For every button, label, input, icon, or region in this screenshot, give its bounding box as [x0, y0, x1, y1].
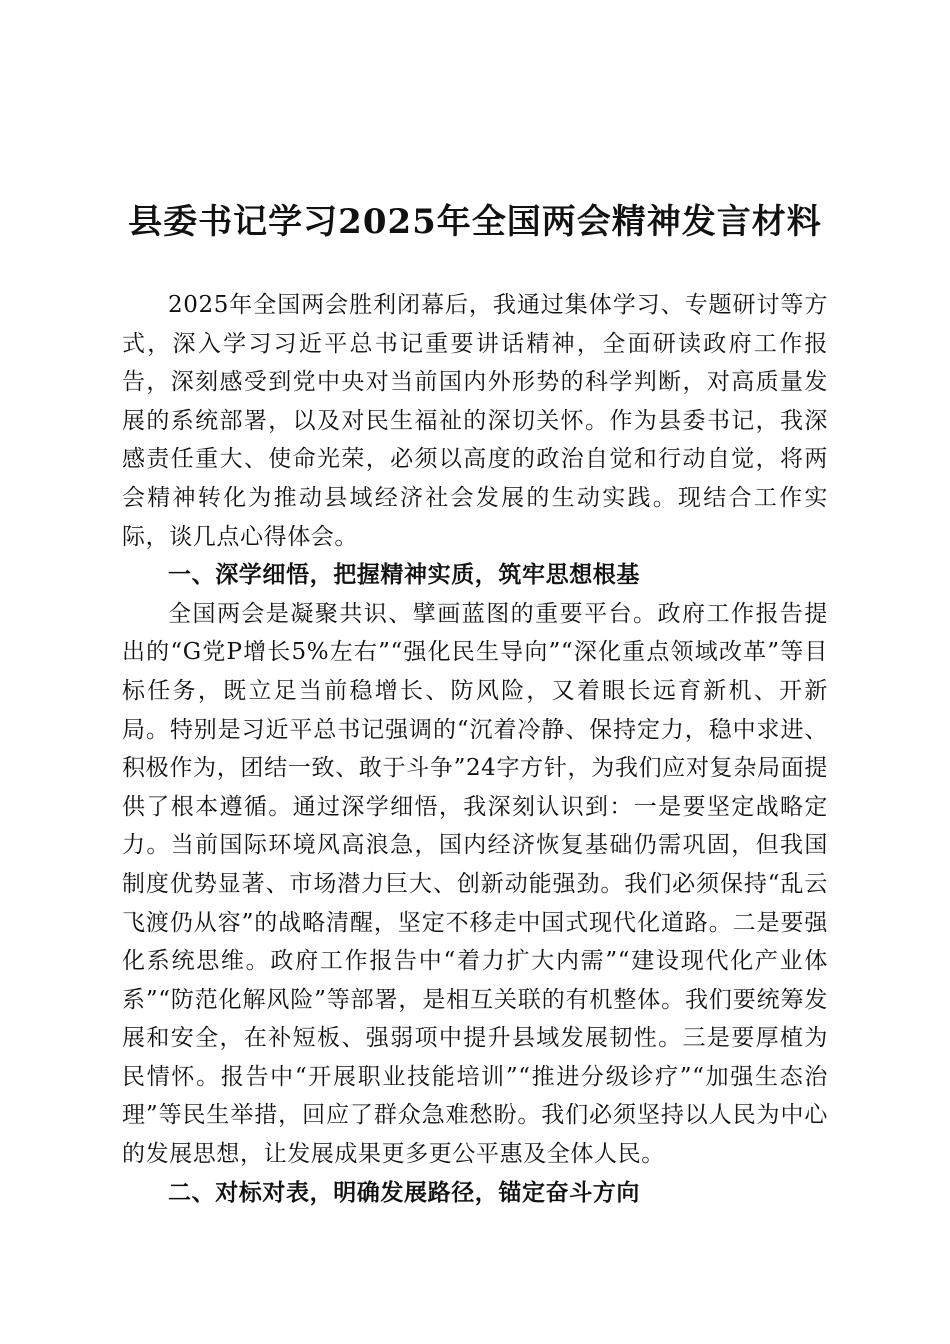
document-title: 县委书记学习2025年全国两会精神发言材料 — [128, 202, 822, 242]
section-2-heading: 二、对标对表，明确发展路径，锚定奋斗方向 — [168, 1179, 640, 1206]
section-1-heading: 一、深学细悟，把握精神实质，筑牢思想根基 — [168, 562, 640, 589]
section-1-paragraph: 全国两会是凝聚共识、擘画蓝图的重要平台。政府工作报告提出的“G党P增长5%左右”“强化民生导向”“深化重点领域改革”等目标任务，既立足当前稳增长、防风险，又着眼长远育新机、开新局。特别是习近平总书记强调的“沉着冷静、保持定力，稳中求进、积极作为，团结一致、敢于斗争”24字方针，为我们应对复杂局面提供了根本遵循。通过深学细悟，我深刻认识到：一是要坚定战略定力。当前国际环境风高浪急，国内经济恢复基础仍需巩固，但我国制度优势显著、市场潜力巨大、创新动能强劲。我们必须保持“乱云飞渡仍从容”的战略清醒，坚定不移走中国式现代化道路。二是要强化系统思维。政府工作报告中“着力扩大内需”“建设现代化产业体系”“防范化解风险”等部署，是相互关联的有机整体。我们要统筹发展和安全，在补短板、强弱项中提升县域发展韧性。三是要厚植为民情怀。报告中“开展职业技能培训”“推进分级诊疗”“加强生态治理”等民生举措，回应了群众急难愁盼。我们必须坚持以人民为中心的发展思想，让发展成果更多更公平惠及全体人民。 — [122, 600, 828, 1168]
intro-paragraph: 2025年全国两会胜利闭幕后，我通过集体学习、专题研讨等方式，深入学习习近平总书记重要讲话精神，全面研读政府工作报告，深刻感受到党中央对当前国内外形势的科学判断，对高质量发展的系统部署，以及对民生福祉的深切关怀。作为县委书记，我深感责任重大、使命光荣，必须以高度的政治自觉和行动自觉，将两会精神转化为推动县域经济社会发展的生动实践。现结合工作实际，谈几点心得体会。 — [122, 292, 828, 550]
document-body — [122, 286, 828, 1212]
